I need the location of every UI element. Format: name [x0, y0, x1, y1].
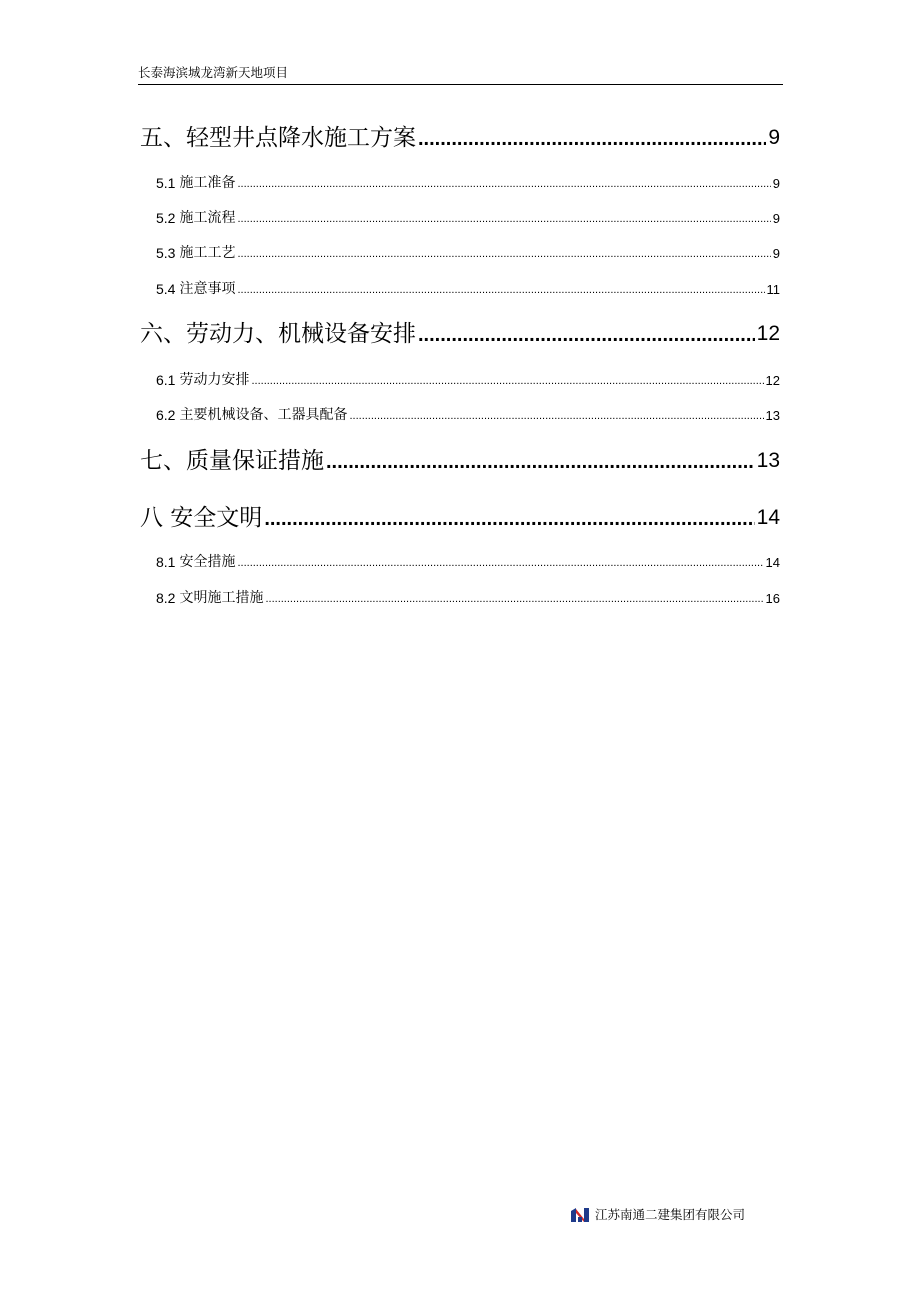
- toc-entry-number: 6.2: [156, 407, 176, 423]
- toc-entry-title: 施工准备: [179, 175, 236, 191]
- toc-entry[interactable]: [140, 445, 780, 475]
- toc-entry-page: 13: [765, 408, 780, 423]
- toc-leader-dots: [251, 374, 763, 389]
- toc-entry-number: 5.3: [156, 245, 176, 261]
- toc-entry[interactable]: [156, 280, 780, 298]
- toc-entry-title: 注意事项: [179, 281, 236, 297]
- toc-entry-page: 9: [772, 246, 780, 261]
- toc-entry-page: 12: [756, 322, 780, 345]
- footer-company-name: 江苏南通二建集团有限公司: [595, 1207, 746, 1222]
- toc-entry-title: 六、劳动力、机械设备安排: [140, 321, 416, 347]
- page-footer: [570, 1205, 745, 1225]
- toc-leader-dots: [418, 126, 766, 152]
- company-logo-icon: [570, 1207, 590, 1223]
- toc-entry[interactable]: [156, 244, 780, 262]
- toc-leader-dots: [264, 506, 754, 532]
- toc-entry-title: 文明施工措施: [179, 590, 264, 606]
- toc-entry-page: 16: [765, 591, 780, 606]
- toc-leader-dots: [349, 409, 763, 424]
- toc-entry[interactable]: [156, 553, 780, 571]
- toc-entry-title: 主要机械设备、工器具配备: [179, 407, 348, 423]
- toc-entry[interactable]: [156, 209, 780, 227]
- toc-entry-page: 9: [768, 126, 780, 149]
- toc-leader-dots: [237, 247, 770, 262]
- toc-entry-number: 5.2: [156, 210, 176, 226]
- toc-entry[interactable]: [156, 406, 780, 424]
- toc-leader-dots: [418, 322, 755, 348]
- toc-leader-dots: [237, 556, 763, 571]
- toc-leader-dots: [265, 592, 763, 607]
- toc-entry-title: 安全措施: [179, 554, 236, 570]
- toc-entry-number: 5.4: [156, 281, 176, 297]
- toc-entry-page: 14: [765, 555, 780, 570]
- toc-entry[interactable]: [156, 371, 780, 389]
- toc-entry-number: 8.1: [156, 554, 176, 570]
- toc-entry-title: 施工工艺: [179, 245, 236, 261]
- toc-entry[interactable]: [140, 502, 780, 532]
- toc-leader-dots: [237, 212, 770, 227]
- toc-entry[interactable]: [156, 174, 780, 192]
- toc-leader-dots: [237, 177, 770, 192]
- toc-entry[interactable]: [140, 318, 780, 348]
- toc-leader-dots: [326, 449, 755, 475]
- toc-entry-title: 五、轻型井点降水施工方案: [140, 125, 416, 151]
- toc-entry-page: 12: [765, 373, 780, 388]
- toc-leader-dots: [237, 283, 764, 298]
- toc-entry[interactable]: [156, 589, 780, 607]
- toc-entry-title: 施工流程: [179, 210, 236, 226]
- toc-entry-number: 8.2: [156, 590, 176, 606]
- toc-entry-page: 9: [772, 211, 780, 226]
- toc-entry[interactable]: [140, 122, 780, 152]
- toc-entry-number: 5.1: [156, 175, 176, 191]
- toc-entry-title: 七、质量保证措施: [140, 448, 324, 474]
- toc-entry-title: 劳动力安排: [179, 372, 250, 388]
- toc-entry-page: 11: [766, 282, 780, 297]
- toc-entry-page: 14: [756, 506, 780, 529]
- header-project-name: 长泰海滨城龙湾新天地项目: [138, 65, 289, 80]
- toc-entry-page: 9: [772, 176, 780, 191]
- toc-entry-page: 13: [756, 449, 780, 472]
- toc-entry-number: 6.1: [156, 372, 176, 388]
- toc-entry-title: 八 安全文明: [140, 505, 263, 531]
